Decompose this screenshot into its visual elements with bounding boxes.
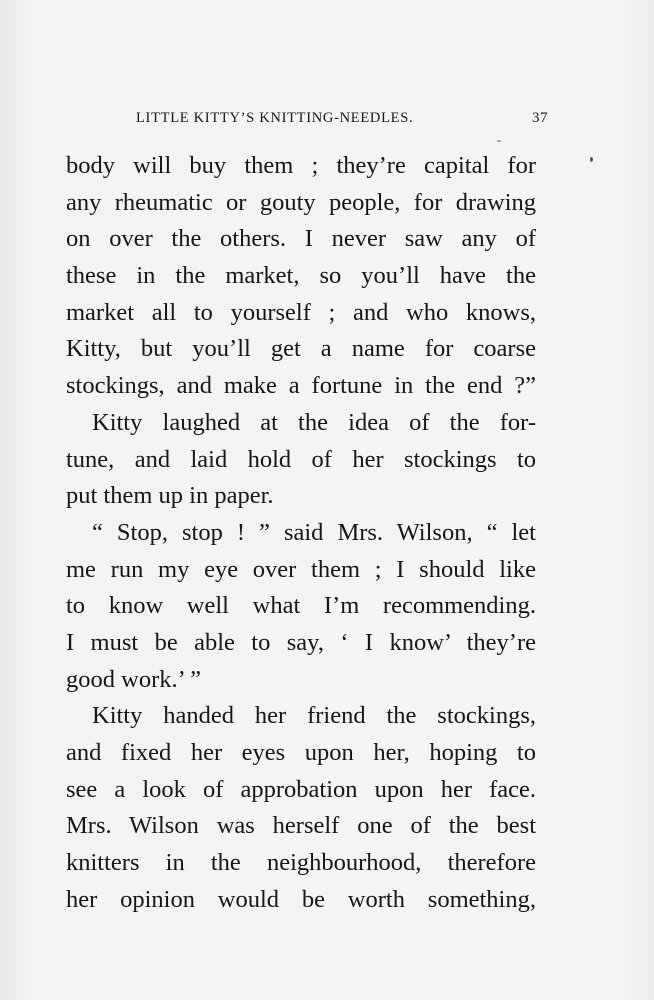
text-line: stockings, and make a fortune in the end ?” <box>66 372 536 400</box>
text-line: her opinion would be worth something, <box>66 885 536 913</box>
paragraph-end-line: good work.’ ” <box>66 665 201 693</box>
text-line: on over the others. I never saw any of <box>66 225 536 253</box>
text-line: market all to yourself ; and who knows, <box>66 298 536 326</box>
body-text <box>66 148 536 918</box>
paragraph-start-line: Kitty laughed at the idea of the for- <box>92 408 536 436</box>
page-number: 37 <box>532 110 548 126</box>
text-line: these in the market, so you’ll have the <box>66 262 536 290</box>
paragraph-end-line: put them up in paper. <box>66 482 274 510</box>
text-line: Kitty, but you’ll get a name for coarse <box>66 335 536 363</box>
text-line: and fixed her eyes upon her, hoping to <box>66 739 536 766</box>
text-line: any rheumatic or gouty people, for drawing <box>66 188 536 216</box>
text-line: to know well what I’m recommending. <box>66 592 536 620</box>
running-title: LITTLE KITTY’S KNITTING-NEEDLES. <box>136 110 414 126</box>
text-line: body will buy them ; they’re capital for <box>66 152 536 179</box>
ink-speck <box>497 140 501 142</box>
text-line: I must be able to say, ‘ I know’ they’re <box>66 628 536 656</box>
paragraph-start-line: “ Stop, stop ! ” said Mrs. Wilson, “ let <box>92 518 536 546</box>
text-line: knitters in the neighbourhood, therefore <box>66 849 536 877</box>
text-line: me run my eye over them ; I should like <box>66 555 536 583</box>
paragraph-start-line: Kitty handed her friend the stockings, <box>92 702 536 730</box>
running-header <box>62 110 548 132</box>
text-line: tune, and laid hold of her stockings to <box>66 445 536 473</box>
text-line: see a look of approbation upon her face. <box>66 775 536 803</box>
ink-speck <box>590 157 593 162</box>
text-line: Mrs. Wilson was herself one of the best <box>66 812 536 840</box>
